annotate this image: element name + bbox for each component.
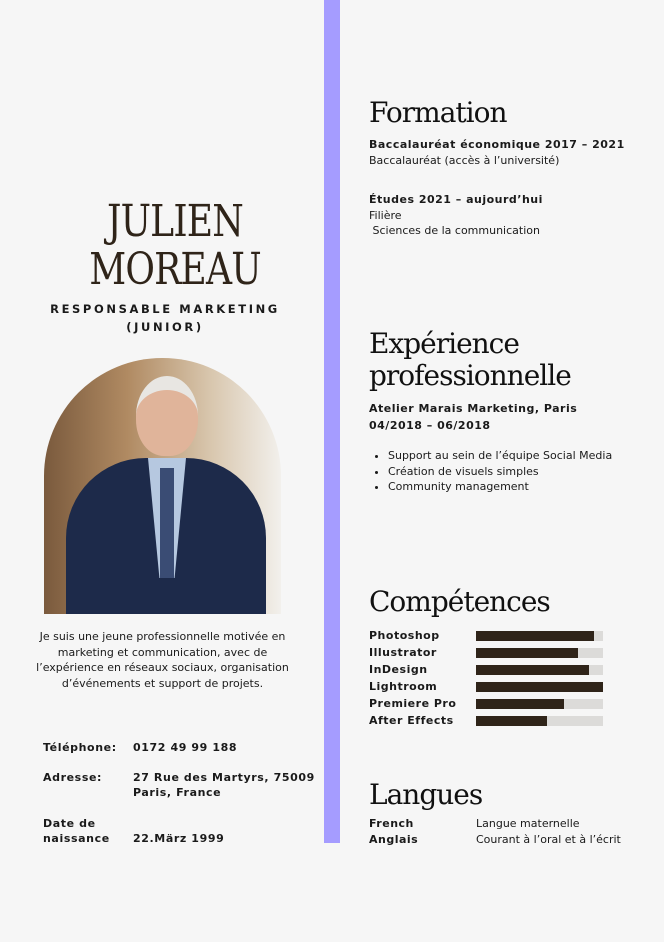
skill-row [369, 644, 629, 661]
section-title: Langues [369, 778, 483, 811]
skill-row [369, 661, 629, 678]
profile-photo [44, 358, 281, 614]
experience-company: Atelier Marais Marketing, Paris [369, 402, 578, 415]
skill-row [369, 712, 629, 729]
list-item: • Création de visuels simples [388, 464, 629, 480]
education-detail: Sciences de la communication [369, 224, 540, 237]
skill-bar-track [476, 631, 603, 641]
language-row: French Langue maternelle [369, 817, 580, 830]
skill-bar-track [476, 682, 603, 692]
skill-row [369, 695, 629, 712]
skill-name: Illustrator [369, 646, 437, 659]
skill-row [369, 627, 629, 644]
list-item: • Community management [388, 479, 629, 495]
skill-bar-track [476, 699, 603, 709]
skill-bar-fill [476, 665, 589, 675]
skill-bar-fill [476, 699, 564, 709]
accent-divider [324, 0, 340, 843]
language-row: Anglais Courant à l’oral et à l’écrit [369, 832, 621, 846]
contact-address: Adresse: 27 Rue des Martyrs, 75009 Paris, France [43, 771, 315, 799]
skill-name: Premiere Pro [369, 697, 457, 710]
bio-text: Je suis une jeune professionnelle motivée en marketing et communication, avec de l’expérience en réseaux sociaux, organisation d’événements et support de projets. [36, 630, 289, 690]
skills-section [369, 586, 629, 729]
skill-bar-fill [476, 716, 547, 726]
job-title: RESPONSABLE MARKETING (JUNIOR) [50, 302, 280, 334]
contact-phone: Téléphone: 0172 49 99 188 [43, 741, 238, 754]
skill-bar-fill [476, 631, 594, 641]
education-detail: Baccalauréat (accès à l’université) [369, 154, 560, 167]
skill-bar-track [476, 716, 603, 726]
skill-name: InDesign [369, 663, 428, 676]
skill-row [369, 678, 629, 695]
section-title: Formation [369, 96, 507, 129]
list-item: • Support au sein de l’équipe Social Media [388, 448, 629, 464]
contact-birthdate: Date de naissance 22.März 1999 [43, 817, 225, 845]
skill-name: Photoshop [369, 629, 440, 642]
skill-name: Lightroom [369, 680, 438, 693]
skill-name: After Effects [369, 714, 454, 727]
full-name: JULIEN MOREAU [89, 196, 261, 295]
education-section [369, 97, 629, 239]
skill-bar-fill [476, 682, 603, 692]
experience-bullets [369, 448, 629, 495]
education-heading: Études 2021 – aujourd’hui [369, 192, 543, 206]
education-heading: Baccalauréat économique 2017 – 2021 [369, 138, 625, 151]
skill-bar-fill [476, 648, 578, 658]
section-title: Compétences [369, 585, 550, 618]
skill-bar-track [476, 648, 603, 658]
skill-bar-track [476, 665, 603, 675]
languages-section [369, 779, 629, 847]
experience-section [369, 328, 629, 495]
education-detail: Filière [369, 208, 402, 222]
section-title: Expérience professionnelle [369, 327, 571, 392]
experience-dates: 04/2018 – 06/2018 [369, 419, 491, 432]
